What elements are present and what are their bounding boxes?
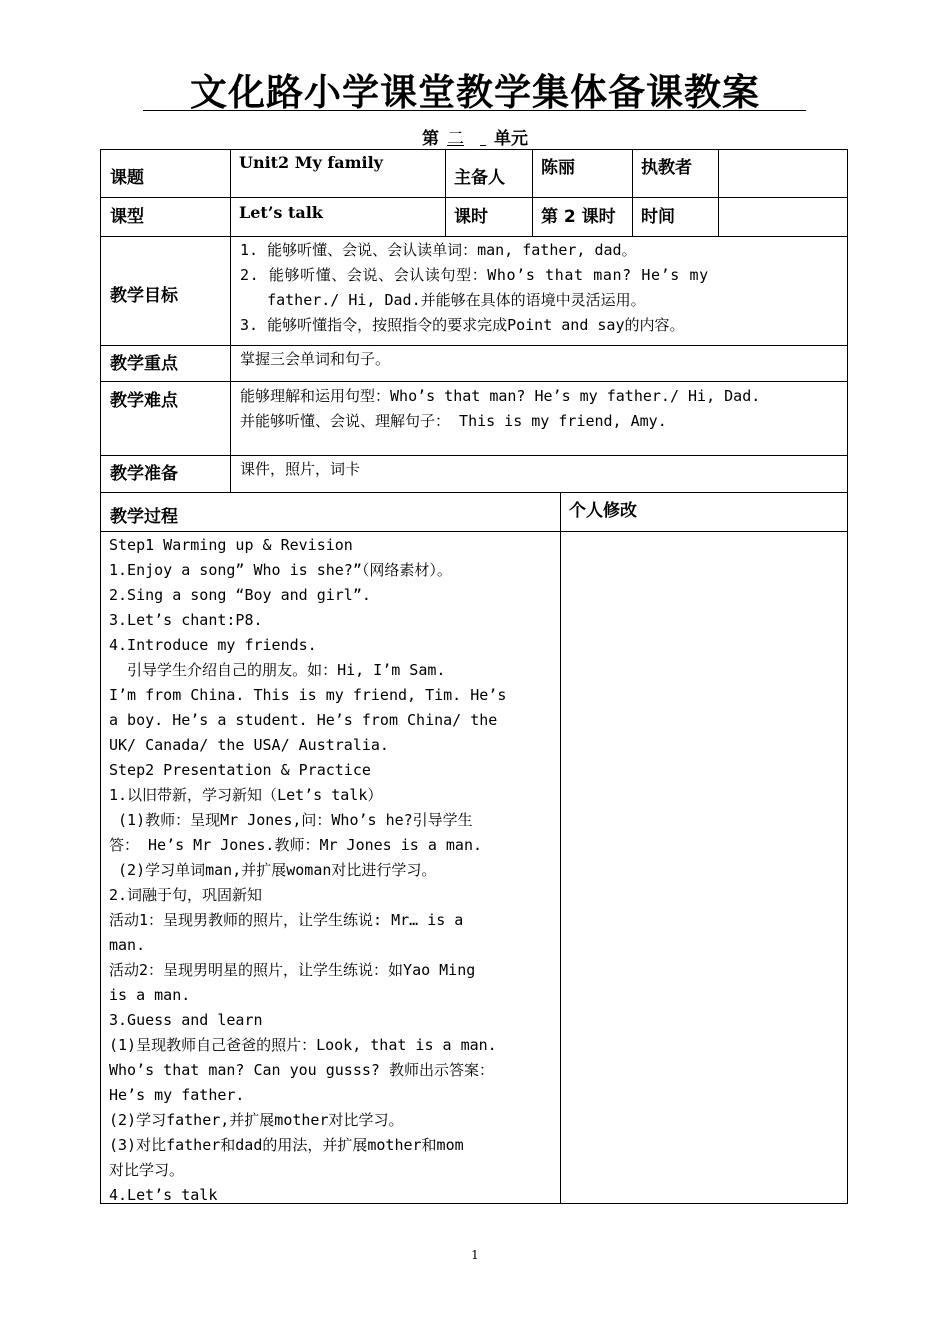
process-label: 教学过程: [110, 507, 178, 527]
preparation-text: 课件，照片，词卡: [240, 460, 361, 478]
goal-line: 3. 能够听懂指令，按照指令的要求完成Point and say的内容。: [240, 316, 685, 334]
process-line: 活动1：呈现男教师的照片，让学生练说: Mr… is a: [109, 911, 464, 929]
goal-line: 2. 能够听懂、会说、会认读句型：Who’s that man? He’s my: [240, 266, 709, 284]
process-line: (3)对比father和dad的用法，并扩展mother和mom: [109, 1136, 464, 1154]
process-steps: [109, 533, 555, 1208]
row-divider: [100, 492, 848, 493]
process-line: 引导学生介绍自己的朋友。如：Hi, I’m Sam.: [109, 661, 446, 679]
unit-blank: [472, 129, 494, 149]
page-number: 1: [471, 1248, 479, 1262]
teacher-label: 执教者: [641, 158, 692, 178]
process-line: (2)学习单词man,并扩展woman对比进行学习。: [109, 861, 437, 879]
difficulties-list: [240, 384, 760, 434]
process-line: 3.Guess and learn: [109, 1011, 263, 1029]
process-line: 对比学习。: [109, 1161, 185, 1179]
goals-list: [240, 238, 838, 338]
col-divider: [718, 149, 719, 236]
process-line: Step1 Warming up & Revision: [109, 536, 353, 554]
row-divider: [100, 455, 848, 456]
process-line: 1.以旧带新，学习新知（Let’s talk）: [109, 786, 383, 804]
col-divider: [632, 149, 633, 236]
topic-label: 课题: [110, 168, 144, 188]
unit-number: 二: [447, 129, 465, 149]
row-divider: [100, 236, 848, 237]
difficulties-label: 教学难点: [110, 391, 178, 411]
row-divider: [100, 381, 848, 382]
title-underline: [143, 110, 806, 111]
process-line: I’m from China. This is my friend, Tim. He’s: [109, 686, 507, 704]
key-points-text: 掌握三会单词和句子。: [240, 350, 391, 368]
process-line: 1.Enjoy a song” Who is she?”（网络素材）。: [109, 561, 452, 579]
period-label: 课时: [454, 207, 488, 227]
process-line: (2)学习father,并扩展mother对比学习。: [109, 1111, 404, 1129]
goal-line: father./ Hi, Dad.并能够在具体的语境中灵活运用。: [240, 291, 646, 309]
col-divider: [445, 149, 446, 236]
row-divider: [100, 197, 848, 198]
process-line: Who’s that man? Can you gusss? 教师出示答案：: [109, 1061, 494, 1079]
revision-label: 个人修改: [569, 501, 637, 521]
process-line: 4.Let’s talk: [109, 1186, 218, 1204]
lead-label: 主备人: [454, 168, 505, 188]
process-line: Step2 Presentation & Practice: [109, 761, 371, 779]
topic-value: Unit2 My family: [239, 153, 383, 172]
col-divider: [532, 149, 533, 236]
unit-prefix: 第: [422, 129, 440, 149]
process-line: a boy. He’s a student. He’s from China/ the: [109, 711, 498, 729]
unit-suffix: 单元: [493, 129, 528, 149]
type-value: Let’s talk: [239, 203, 323, 222]
process-line: is a man.: [109, 986, 191, 1004]
key-points-label: 教学重点: [110, 354, 178, 374]
page-title: 文化路小学课堂教学集体备课教案: [190, 71, 760, 114]
process-line: man.: [109, 936, 146, 954]
process-line: 活动2：呈现男明星的照片，让学生练说：如Yao Ming: [109, 961, 476, 979]
time-label: 时间: [641, 207, 675, 227]
row-divider: [100, 345, 848, 346]
lead-value: 陈丽: [541, 158, 575, 178]
col-divider: [560, 492, 561, 1204]
process-line: (1)教师：呈现Mr Jones,问：Who’s he?引导学生: [109, 811, 473, 829]
goal-line: 1. 能够听懂、会说、会认读单词：man, father, dad。: [240, 241, 637, 259]
period-value: 第 2 课时: [541, 207, 616, 227]
process-line: (1)呈现教师自己爸爸的照片：Look, that is a man.: [109, 1036, 497, 1054]
difficulty-line: 能够理解和运用句型：Who’s that man? He’s my father./ Hi, Dad.: [240, 387, 761, 405]
type-label: 课型: [110, 207, 144, 227]
goals-label: 教学目标: [110, 286, 178, 306]
process-line: He’s my father.: [109, 1086, 245, 1104]
process-line: 2.词融于句，巩固新知: [109, 886, 263, 904]
process-line: 2.Sing a song “Boy and girl”.: [109, 586, 371, 604]
unit-heading: [0, 124, 950, 149]
difficulty-line: 并能够听懂、会说、理解句子： This is my friend, Amy.: [240, 412, 667, 430]
process-line: 答： He’s Mr Jones.教师：Mr Jones is a man.: [109, 836, 483, 854]
process-line: 4.Introduce my friends.: [109, 636, 317, 654]
process-line: UK/ Canada/ the USA/ Australia.: [109, 736, 389, 754]
process-line: 3.Let’s chant:P8.: [109, 611, 263, 629]
preparation-label: 教学准备: [110, 464, 178, 484]
col-divider: [230, 149, 231, 492]
row-divider: [100, 531, 848, 532]
